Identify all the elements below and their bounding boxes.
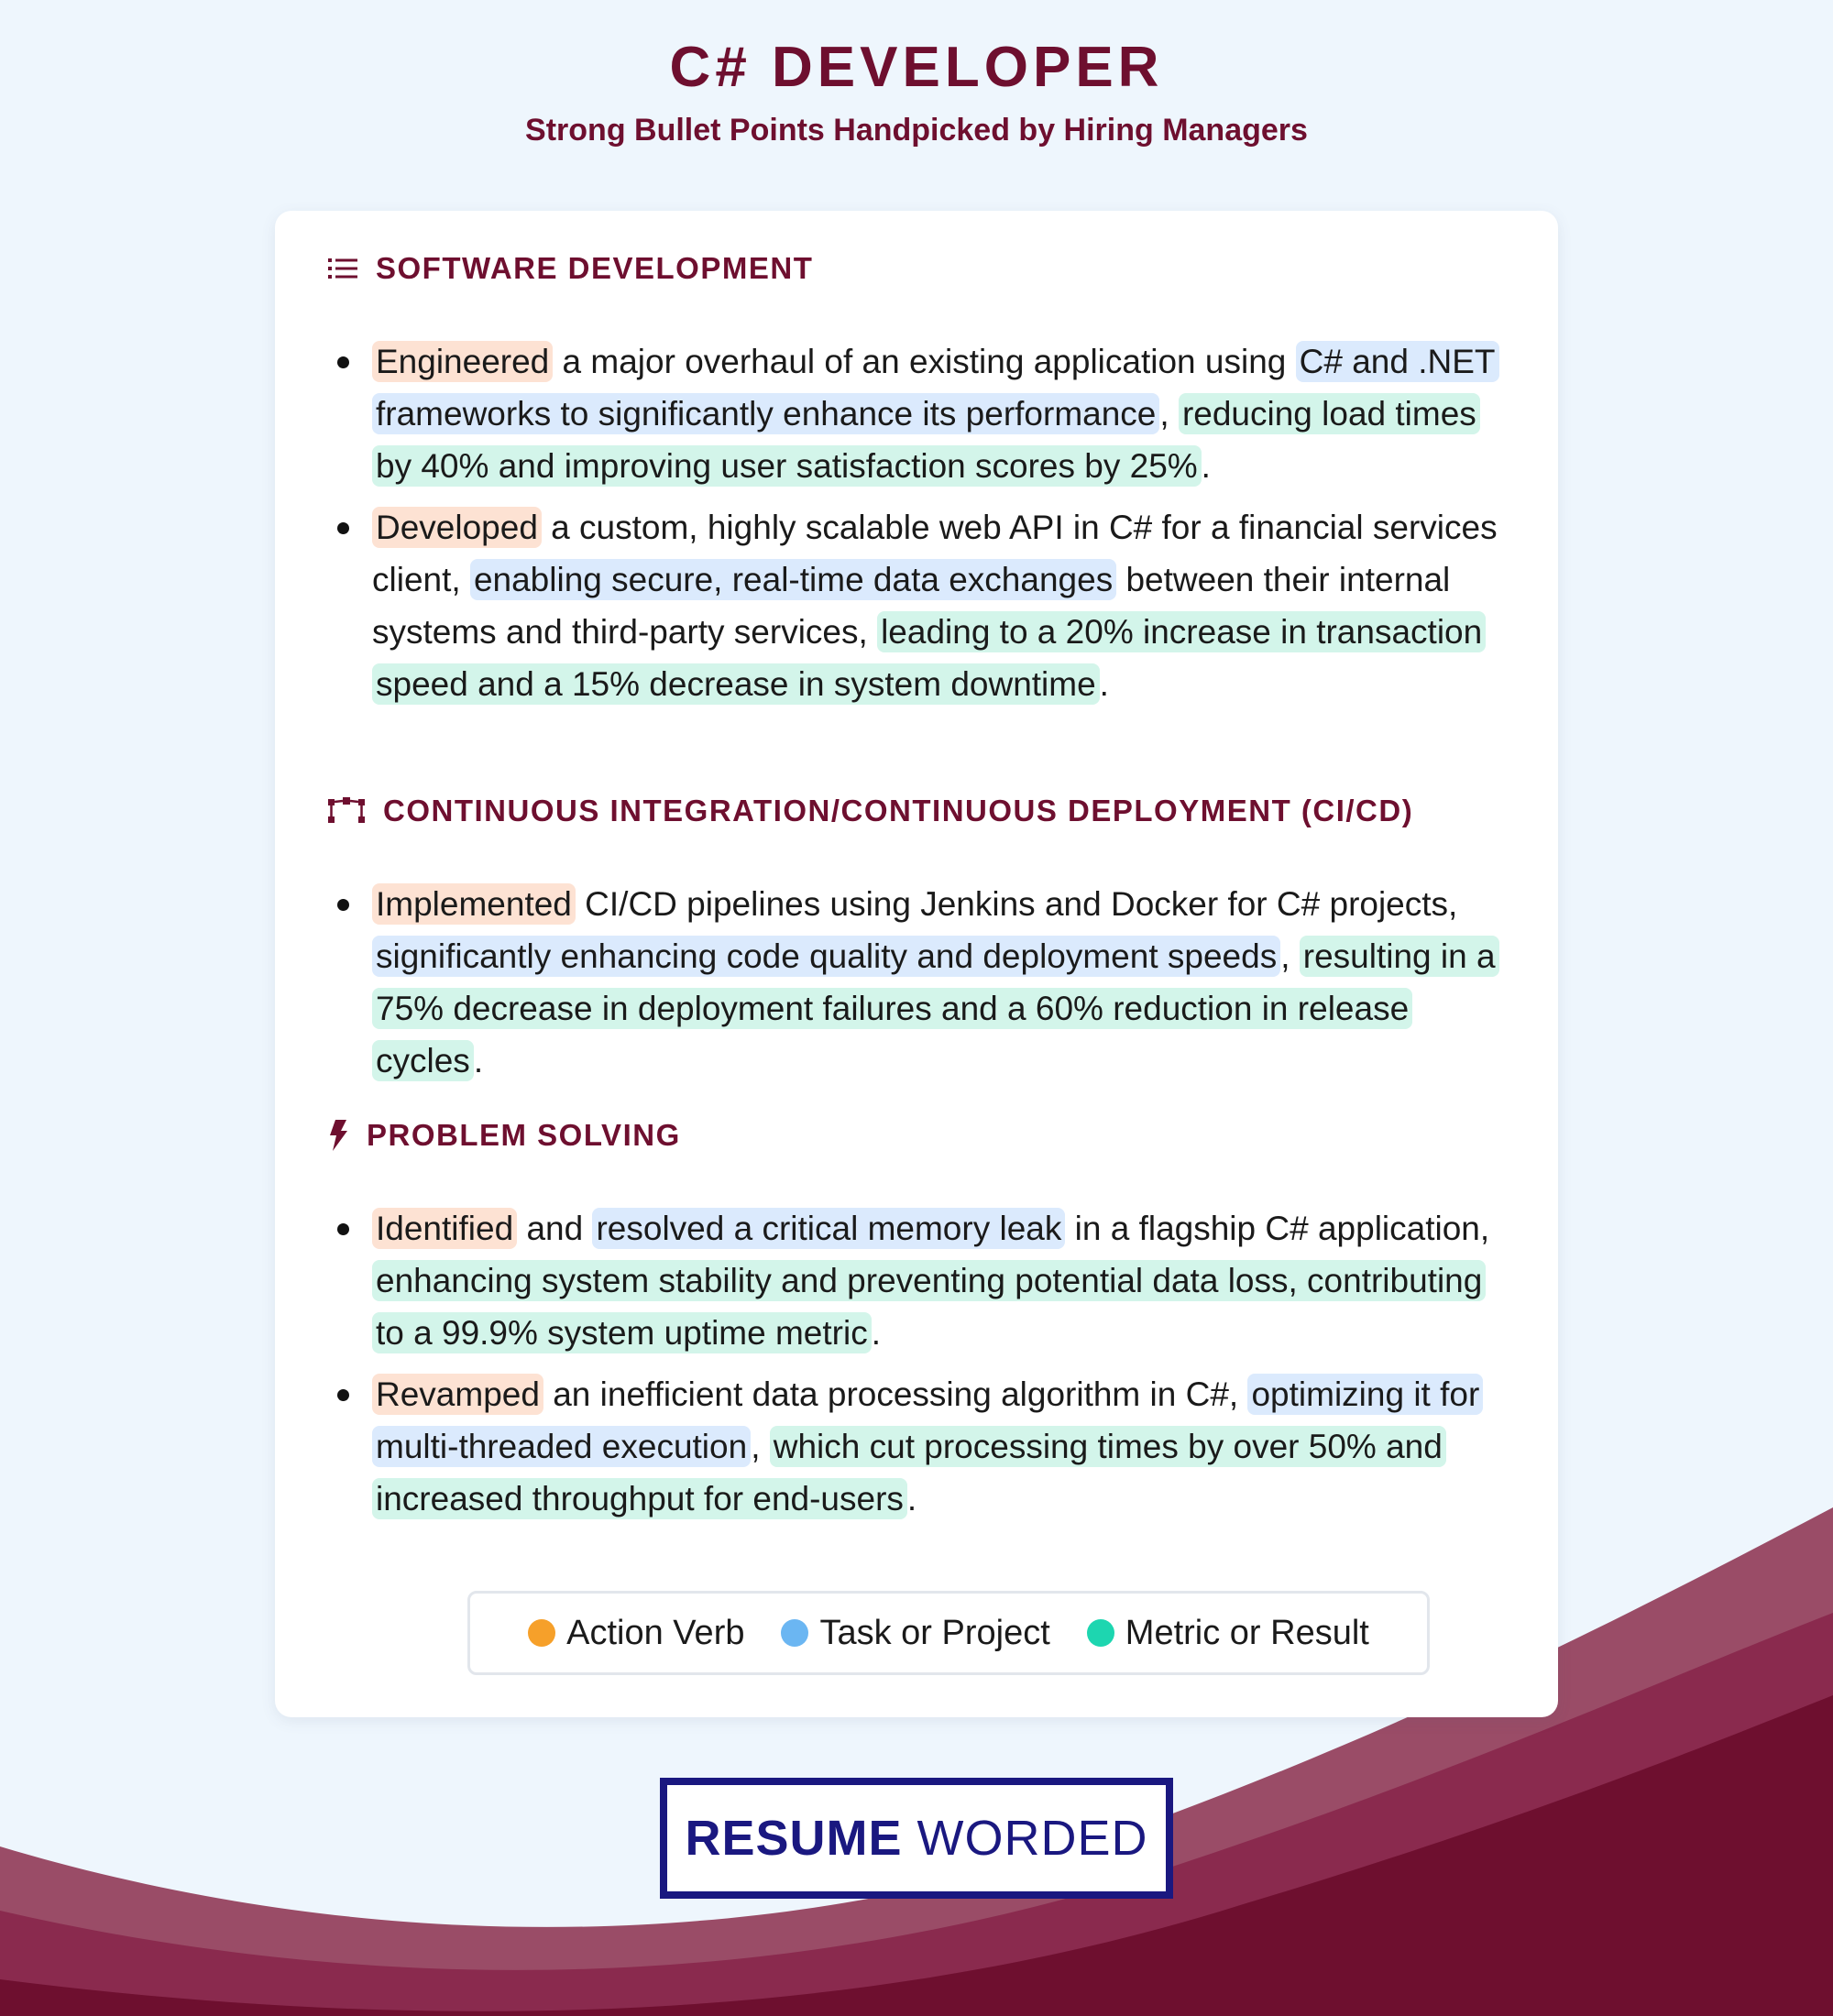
list-icon [328, 256, 357, 281]
metric-highlight: reducing load times by 40% and improving user satisfaction scores by 25% [372, 393, 1480, 487]
bullet-list [328, 1202, 1520, 1525]
section-problem-solving [328, 1114, 1520, 1534]
section-title: SOFTWARE DEVELOPMENT [376, 251, 814, 285]
bullet-text: between their internal systems and third-party services, [372, 561, 1451, 651]
page-subtitle: Strong Bullet Points Handpicked by Hiring Managers [525, 113, 1308, 148]
lightning-icon [328, 1120, 348, 1151]
bullet-item [328, 1368, 1520, 1525]
bullet-text: a major overhaul of an existing application using [553, 343, 1296, 380]
task-highlight: resolved a critical memory leak [592, 1208, 1065, 1249]
bullet-text: an inefficient data processing algorithm in C#, [543, 1375, 1248, 1413]
bullet-list [328, 335, 1520, 710]
legend-label: Task or Project [819, 1613, 1050, 1652]
action-verb-highlight: Developed [372, 507, 542, 548]
legend-item-metric-or-result [1087, 1614, 1369, 1653]
bullet-list [328, 878, 1520, 1087]
task-highlight: enabling secure, real-time data exchanges [470, 559, 1116, 600]
task-highlight: optimizing it for multi-threaded execution [372, 1374, 1483, 1467]
bullet-text: . [871, 1314, 881, 1352]
metric-highlight: enhancing system stability and preventing potential data loss, contributing to a 99.9% system uptime metric [372, 1260, 1486, 1353]
resume-worded-logo[interactable] [660, 1778, 1173, 1899]
page-header [0, 0, 1833, 148]
highlight-legend [467, 1591, 1430, 1675]
bullet-item [328, 1202, 1520, 1359]
action-verb-highlight: Engineered [372, 341, 553, 382]
legend-item-action-verb [528, 1614, 744, 1653]
bullet-text: and [517, 1210, 593, 1247]
task-highlight: significantly enhancing code quality and deployment speeds [372, 936, 1280, 977]
bullet-text: . [473, 1042, 484, 1079]
bullet-text: . [1099, 665, 1109, 703]
task-highlight: C# and .NET frameworks to significantly enhance its performance [372, 341, 1499, 434]
bullet-text: , [1280, 937, 1300, 975]
bullet-item [328, 335, 1520, 492]
logo-regular-text: WORDED [916, 1811, 1148, 1866]
bullet-text: . [906, 1480, 917, 1517]
bullet-text: in a flagship C# application, [1065, 1210, 1490, 1247]
bullet-text: a custom, highly scalable web API in C# for a financial services client, [372, 509, 1498, 598]
section-header [328, 1114, 1520, 1156]
legend-label: Action Verb [566, 1613, 745, 1652]
section-title: PROBLEM SOLVING [367, 1118, 681, 1152]
action-verb-highlight: Identified [372, 1208, 517, 1249]
section-header [328, 790, 1520, 832]
action-verb-highlight: Revamped [372, 1374, 543, 1415]
metric-highlight: leading to a 20% increase in transaction speed and a 15% decrease in system downtime [372, 611, 1486, 705]
section-software-development [328, 247, 1520, 719]
bullet-text: , [1159, 395, 1179, 433]
bullet-text: , [751, 1428, 770, 1465]
action-verb-highlight: Implemented [372, 883, 576, 925]
bullet-item [328, 501, 1520, 710]
bullet-item [328, 878, 1520, 1087]
page-title: C# DEVELOPER [669, 36, 1164, 99]
legend-item-task-or-project [781, 1614, 1049, 1653]
bullet-text: CI/CD pipelines using Jenkins and Docker for C# projects, [575, 885, 1458, 923]
metric-highlight: resulting in a 75% decrease in deployment failures and a 60% reduction in release cycles [372, 936, 1499, 1081]
section-header [328, 247, 1520, 290]
bullet-points-card [275, 211, 1558, 1717]
legend-label: Metric or Result [1125, 1613, 1369, 1652]
legend-dot-icon [528, 1619, 555, 1647]
section-title: CONTINUOUS INTEGRATION/CONTINUOUS DEPLOYMENT (CI/CD) [383, 794, 1414, 827]
legend-dot-icon [1087, 1619, 1114, 1647]
legend-dot-icon [781, 1619, 808, 1647]
logo-bold-text: RESUME [685, 1811, 903, 1866]
metric-highlight: which cut processing times by over 50% and increased throughput for end-users [372, 1426, 1446, 1519]
section-ci-cd [328, 790, 1520, 1096]
bullet-text: . [1201, 447, 1211, 485]
pipeline-icon [328, 797, 365, 825]
